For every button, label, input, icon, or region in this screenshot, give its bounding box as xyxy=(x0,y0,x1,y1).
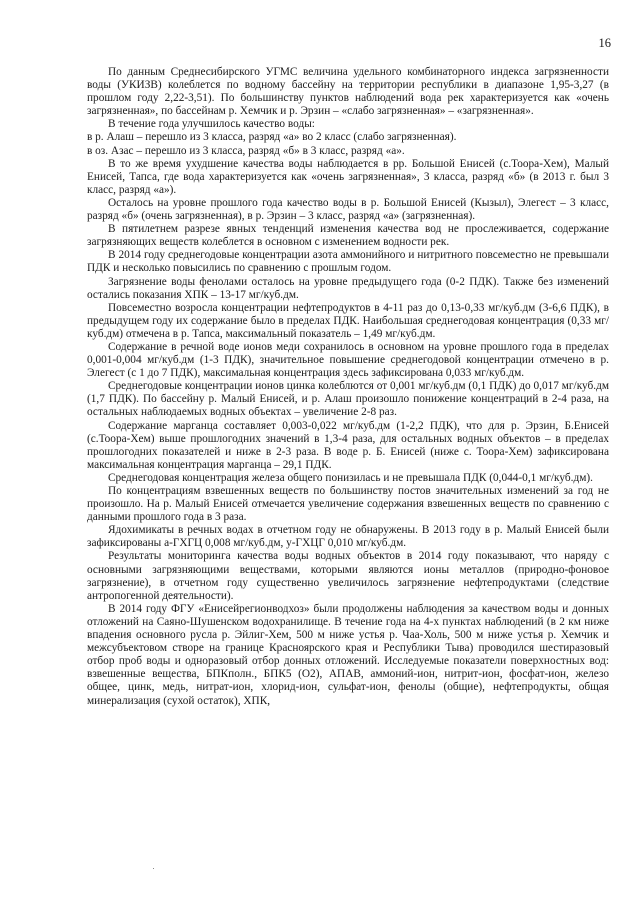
paragraph: Содержание в речной воде ионов меди сохранилось в основном на уровне прошлого года в пределах 0,001-0,004 мг/куб.дм (1-3 ПДК), значительное повышение среднегодовой концентрации отмечено в р. Элегест (с 1 до 7 ПДК), максимальная концентрация здесь зафиксирована 0,033 мг/куб.дм. xyxy=(87,340,609,380)
text-body xyxy=(87,66,609,708)
paragraph: По концентрациям взвешенных веществ по большинству постов значительных изменений за год не произошло. На р. Малый Енисей отмечается увеличение содержания взвешенных веществ по сравнению с данными прошлого года в 3 раза. xyxy=(87,485,609,524)
paragraph: В 2014 году ФГУ «Енисейрегионводхоз» были продолжены наблюдения за качеством воды и донных отложений на Саяно-Шушенском водохранилище. В течение года на 4-х пунктах наблюдений (в 2 км ниже впадения основного русла р. Эйлиг-Хем, 500 м ниже устья р. Чаа-Холь, 500 м ниже устья р. Хемчик и межсубъектовом створе на границе Красноярского края и Республики Тыва) проводился шестиразовый отбор проб воды и одноразовый отбор донных отложений. Исследуемые показатели поверхностных вод: взвешенные вещества, БПКполн., БПК5 (О2), АПАВ, аммоний-ион, нитрит-ион, фосфат-ион, железо общее, цинк, медь, нитрат-ион, хлорид-ион, сульфат-ион, фенолы (общие), нефтепродукты, общая минерализация (сухой остаток), ХПК, xyxy=(87,602,609,707)
paragraph: В 2014 году среднегодовые концентрации азота аммонийного и нитритного повсеместно не превышали ПДК и несколько повысились по сравнению с прошлым годом. xyxy=(87,249,609,275)
paragraph: Среднегодовые концентрации ионов цинка колеблются от 0,001 мг/куб.дм (0,1 ПДК) до 0,017 мг/куб.дм (1,7 ПДК). По бассейну р. Малый Енисей, и р. Алаш произошло понижение концентраций в 2-4 раза, на остальных наблюдаемых водных объектах – увеличение 2-8 раз. xyxy=(87,380,609,419)
paragraph: Результаты мониторинга качества воды водных объектов в 2014 году показывают, что наряду с основными загрязняющими веществами, которыми являются ионы металлов (природно-фоновое загрязнение), в отчетном году существенно увеличилось загрязнение нефтепродуктами (следствие антропогенной деятельности). xyxy=(87,550,609,602)
paragraph: Среднегодовая концентрация железа общего понизилась и не превышала ПДК (0,044-0,1 мг/куб.дм). xyxy=(108,471,593,484)
paragraph: Осталось на уровне прошлого года качество воды в р. Большой Енисей (Кызыл), Элегест – 3 класс, разряд «б» (очень загрязненная), в р. Эрзин – 3 класс, разряд «а» (загрязненная). xyxy=(87,196,609,223)
paragraph: Ядохимикаты в речных водах в отчетном году не обнаружены. В 2013 году в р. Малый Енисей были зафиксированы а-ГХГЦ 0,008 мг/куб.дм, у-ГХЦГ 0,010 мг/куб.дм. xyxy=(87,524,609,550)
paragraph: По данным Среднесибирского УГМС величина удельного комбинаторного индекса загрязненности воды (УКИЗВ) колеблется по водному бассейну на территории республики в диапазоне 1,95-3,27 (в прошлом году 2,22-3,51). По большинству пунктов наблюдений вода рек характеризуется как «очень загрязненная», по бассейнам р. Хемчик и р. Эрзин – «слабо загрязненная» – «загрязненная». xyxy=(87,66,609,118)
scan-speck xyxy=(153,868,154,869)
paragraph: Содержание марганца составляет 0,003-0,022 мг/куб.дм (1-2,2 ПДК), что для р. Эрзин, Б.Енисей (с.Тоора-Хем) выше прошлогодних значений в 1,3-4 раза, для остальных водных объектов – в пределах прошлогодних показателей и ниже в 2-3 раза. В воде р. Б. Енисей (ниже с. Тоора-Хем) зафиксирована максимальная концентрация марганца – 29,1 ПДК. xyxy=(87,419,609,471)
page-number: 16 xyxy=(598,36,611,50)
paragraph: В то же время ухудшение качества воды наблюдается в рр. Большой Енисей (с.Тоора-Хем), Малый Енисей, Тапса, где вода характеризуется как «очень загрязненная», 3 класса, разряд «б» (в 2013 г. был 3 класс, разряд «а»). xyxy=(87,157,609,196)
paragraph: Повсеместно возросла концентрации нефтепродуктов в 4-11 раз до 0,13-0,33 мг/куб.дм (3-6,6 ПДК), в предыдущем году их содержание было в пределах ПДК. Наибольшая среднегодовая концентрация (0,33 мг/куб.дм) отмечена в р. Тапса, максимальный показатель – 1,49 мг/куб.дм. xyxy=(87,301,609,340)
paragraph: в оз. Азас – перешло из 3 класса, разряд «б» в 3 класс, разряд «а». xyxy=(87,144,405,157)
paragraph: В течение года улучшилось качество воды: xyxy=(108,118,315,131)
paragraph: в р. Алаш – перешло из 3 класса, разряд «а» во 2 класс (слабо загрязненная). xyxy=(87,131,457,144)
paragraph: В пятилетнем разрезе явных тенденций изменения качества вод не прослеживается, содержание загрязняющих веществ колеблется в основном с изменением водности рек. xyxy=(87,223,609,249)
paragraph: Загрязнение воды фенолами осталось на уровне предыдущего года (0-2 ПДК). Также без изменений остались показания ХПК – 13-17 мг/куб.дм. xyxy=(87,275,609,301)
